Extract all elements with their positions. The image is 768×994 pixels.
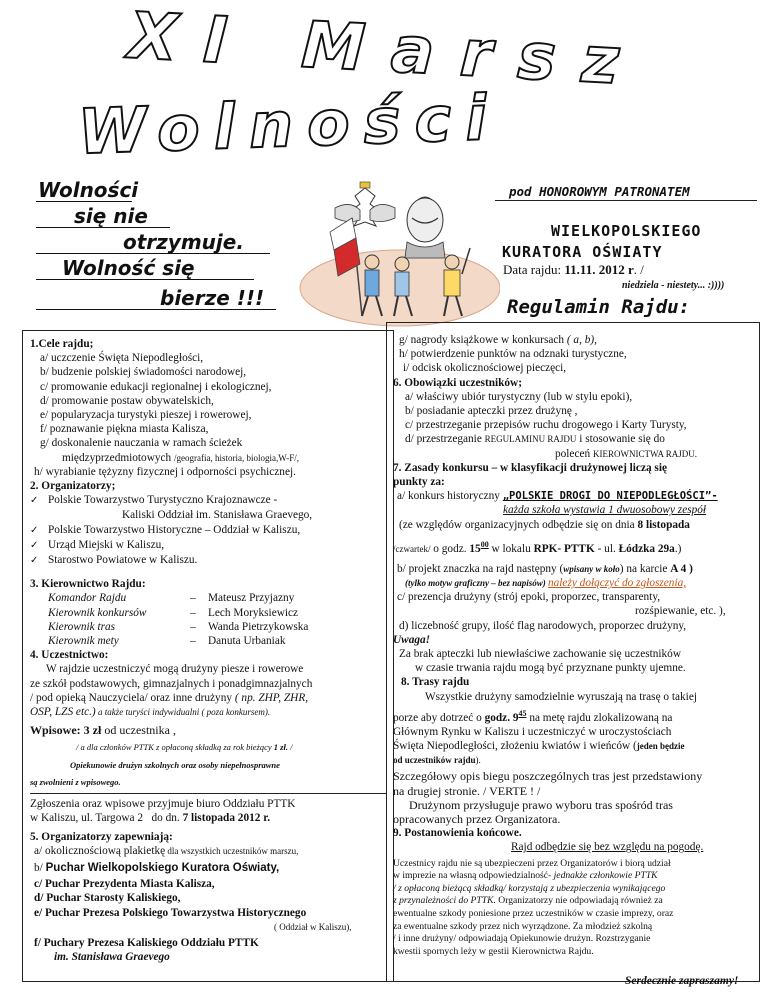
paragraph-line — [30, 811, 390, 825]
list-item: h/ wyrabianie tężyzny fizycznej i odporności psychicznej. — [34, 465, 296, 478]
list-item-text: b/ projekt znaczka na rajd następny ( — [397, 562, 564, 575]
list-item-text: należy dołączyć do zgłoszenia, — [548, 577, 687, 590]
paragraph-line: kwestii spornych leży w gestii Kierownictwa Rajdu. — [393, 945, 594, 957]
list-item-text: g/ nagrody książkowe w konkursach — [399, 334, 567, 346]
list-item-text: o godz. — [430, 542, 470, 555]
fee-suffix: od uczestnika , — [101, 723, 176, 738]
list-item-text: d/ przestrzeganie — [405, 433, 485, 446]
fee-label: Wpisowe — [30, 723, 77, 738]
contest-date: 8 listopada — [637, 518, 690, 531]
paragraph-line: opracowanych przez Organizatora. — [393, 812, 561, 827]
staff-role: Kierownik tras — [48, 620, 116, 633]
paragraph-text: w imprezie na własną odpowiedzialność- — [393, 870, 554, 882]
closing-line: Serdecznie zapraszamy! — [625, 975, 739, 988]
section-heading: 9. Postanowienia końcowe. — [393, 827, 522, 840]
motto-underline — [36, 253, 270, 254]
paragraph-text: z przynależności do PTTK. — [393, 895, 496, 907]
staff-dash: – — [190, 606, 196, 619]
patron-line-1: WIELKOPOLSKIEGO — [551, 222, 702, 240]
paragraph-text: jednakże członkowie PTTK — [553, 870, 658, 882]
paragraph-text: od uczestników rajdu — [393, 755, 476, 766]
fee-note: są zwolnieni z wpisowego. — [30, 776, 121, 787]
list-item: e/ popularyzacja turystyki pieszej i rowerowej, — [40, 409, 252, 422]
section-heading: punkty za: — [393, 476, 445, 489]
list-item-text: .) — [674, 542, 682, 555]
paragraph-line: Wszystkie drużyny samodzielnie wyruszają na trasę o takiej — [425, 690, 697, 703]
list-item — [393, 447, 755, 461]
section-heading: 7. Zasady konkursu – w klasyfikacji drużynowej liczą się — [393, 461, 667, 474]
paragraph-line — [30, 691, 390, 705]
list-item-text: ) na karcie — [619, 562, 671, 575]
staff-name: Danuta Urbaniak — [208, 635, 286, 648]
paragraph-line: ze szkół podstawowych, gimnazjalnych i ponadgimnazjalnych — [30, 677, 313, 690]
paragraph-line — [393, 870, 755, 883]
motto-line-1: Wolności — [38, 178, 139, 202]
list-item-text: Starostwo Powiatowe w Kaliszu. — [48, 554, 198, 567]
event-date — [503, 262, 644, 278]
staff-name: Wanda Pietrzykowska — [208, 620, 309, 633]
list-item-text: Puchar Wielkopolskiego Kuratora Oświaty, — [45, 861, 280, 874]
paragraph-text: ). — [475, 755, 481, 766]
list-item: g/ doskonalenie nauczania w ramach ścieżek — [40, 437, 243, 450]
event-title-line2: Wolności — [76, 80, 502, 169]
list-item: d/ promowanie postaw obywatelskich, — [40, 394, 214, 407]
list-item: c/ promowanie edukacji regionalnej i ekologicznej, — [40, 380, 272, 393]
section-heading: 8. Trasy rajdu — [401, 676, 470, 689]
list-item — [30, 538, 390, 553]
deadline-date: 7 listopada 2012 r. — [182, 812, 271, 825]
fee-note — [30, 740, 390, 754]
staff-name: Mateusz Przyjazny — [208, 592, 295, 605]
motto-underline — [36, 309, 276, 310]
list-item: a/ uczczenie Święta Niepodległości, — [40, 352, 204, 365]
paragraph-line: Za brak apteczki lub niewłaściwe zachowanie się uczestników — [399, 648, 681, 661]
motto-underline — [36, 279, 254, 280]
paragraph-line: w czasie trwania rajdu mogą być przyznane punkty ujemne. — [415, 662, 686, 675]
list-item: f/ poznawanie piękna miasta Kalisza, — [40, 423, 209, 436]
staff-role: Komandor Rajdu — [48, 592, 127, 605]
finish-time: godz. 9 — [484, 711, 519, 724]
list-item — [393, 432, 755, 446]
staff-dash: – — [190, 635, 196, 648]
list-item-text: międzyprzedmiotowych — [62, 451, 172, 464]
paragraph-text: OSP, LZS etc.) — [30, 706, 96, 719]
event-title-line1: XI Marsz — [126, 0, 647, 101]
paragraph-text: porze aby dotrzeć o — [393, 711, 485, 724]
final-provisions — [393, 858, 755, 959]
list-item: rozśpiewanie, etc. ), — [635, 605, 726, 618]
staff-row — [30, 634, 390, 648]
divider — [495, 200, 757, 201]
paragraph-line: / i inne drużyny/ odpowiadają Opiekunowie drużyn. Rozstrzyganie — [393, 933, 651, 945]
list-item-text: b/ — [34, 861, 46, 874]
list-item — [393, 333, 755, 347]
list-item — [30, 553, 390, 568]
right-column — [393, 333, 755, 989]
contest-time: 15 — [469, 542, 481, 555]
check-icon: ✓ — [30, 539, 39, 551]
paragraph-line: Drużynom przysługuje prawo wyboru tras spośród tras — [409, 797, 673, 812]
finish-time-minutes: 45 — [518, 708, 527, 718]
list-item — [30, 493, 390, 508]
check-icon: ✓ — [30, 555, 39, 567]
paragraph-line — [393, 739, 755, 753]
staff-dash: – — [190, 620, 196, 633]
list-item-text: ( a, b), — [566, 334, 597, 346]
motto-underline — [36, 227, 170, 228]
paragraph-text: do dn. — [151, 812, 183, 825]
list-item — [30, 523, 390, 538]
list-item: f/ Puchary Prezesa Kaliskiego Oddziału PTTK — [34, 936, 259, 949]
fee-note-text: / — [287, 742, 293, 753]
fee-note-value: 1 zł. — [273, 742, 288, 753]
list-item — [30, 861, 390, 875]
paragraph-line — [30, 705, 390, 719]
list-item-text: A 4 ) — [670, 562, 693, 575]
fee-value: : 3 zł — [76, 723, 102, 738]
rules-heading: Regulamin Rajdu: — [507, 296, 691, 318]
list-item: b/ budzenie polskiej świadomości narodowej, — [40, 366, 247, 379]
list-item — [30, 451, 390, 465]
motto-line-2: się nie — [74, 204, 148, 228]
list-item — [393, 489, 755, 503]
polish-eagle-emblem — [335, 182, 395, 226]
staff-row — [30, 620, 390, 634]
list-item: e/ Puchar Prezesa Polskiego Towarzystwa Historycznego — [34, 906, 307, 919]
list-item: Kaliski Oddział im. Stanisława Graevego, — [122, 509, 313, 522]
list-item: b/ posiadanie apteczki przez drużynę , — [405, 405, 578, 418]
patronage-label: pod HONOROWYM PATRONATEM — [509, 184, 690, 199]
paragraph-note: a także turyści indywidualni ( poza konkursem). — [95, 707, 271, 718]
list-item — [393, 562, 755, 576]
list-item — [393, 576, 755, 590]
paragraph-line — [393, 895, 755, 908]
list-item-text: Urząd Miejski w Kaliszu, — [48, 538, 165, 551]
list-item-text: a/ konkurs historyczny — [397, 490, 503, 503]
staff-role: Kierownik konkursów — [48, 606, 147, 619]
list-item-text: /czwartek/ — [393, 543, 431, 554]
fee-note: Opiekunowie drużyn szkolnych oraz osoby niepełnosprawne — [70, 759, 280, 770]
list-item: im. Stanisława Graevego — [54, 951, 170, 964]
paragraph-line: W rajdzie uczestniczyć mogą drużyny piesze i rowerowe — [46, 663, 304, 676]
list-item-text: (tylko motyw graficzny – bez napisów) — [405, 578, 548, 589]
paragraph-text: ( np. ZHP, ZHR, — [234, 691, 309, 704]
list-item-text: RPK- PTTK — [533, 542, 595, 555]
list-item-note: dla wszystkich uczestników marszu, — [165, 845, 299, 856]
list-item-text: w lokalu — [488, 542, 534, 555]
list-item-text: KIEROWNICTWA RAJDU. — [592, 448, 697, 459]
section-heading: 1.Cele rajdu; — [30, 338, 94, 350]
list-item-text: Polskie Towarzystwo Turystyczno Krajoznawcze - — [48, 494, 278, 507]
march-illustration — [290, 178, 500, 328]
motto-line-3: otrzymuje. — [123, 230, 244, 254]
event-date-label: Data rajdu: — [503, 262, 565, 277]
list-item-text: REGULAMINU RAJDU — [484, 434, 577, 445]
list-item-text: i stosowanie się do — [576, 433, 665, 446]
list-item: każda szkoła wystawia 1 dwuosobowy zespół — [503, 504, 707, 517]
paragraph-line — [393, 753, 755, 767]
paragraph-text: jeden będzie — [636, 741, 685, 752]
staff-dash: – — [190, 592, 196, 605]
list-item: d) liczebność grupy, ilość flag narodowych, proporzec drużyny, — [399, 619, 687, 632]
list-item — [30, 844, 390, 858]
check-icon: ✓ — [30, 495, 39, 507]
list-item — [393, 538, 755, 556]
list-item-text: - ul. — [594, 542, 619, 555]
list-item: c/ Puchar Prezydenta Miasta Kalisza, — [34, 878, 215, 891]
section-heading: 3. Kierownictwo Rajdu: — [30, 578, 146, 591]
list-item-text: wpisany w koło — [563, 563, 620, 574]
contest-title: „POLSKIE DROGI DO NIEPODLEGŁOŚCI”- — [502, 490, 718, 503]
list-item: a/ właściwy ubiór turystyczny (lub w stylu epoki), — [405, 390, 633, 403]
paragraph-text: / pod opieką Nauczyciela/ oraz inne drużyny — [30, 691, 235, 704]
paragraph-line: za ewentualne szkody przez nich wyrządzone. Za młodzież szkolną — [393, 920, 653, 932]
paragraph-line: / z opłaconą bieżącą składką/ korzystają z ubezpieczenia wynikającego — [393, 882, 666, 894]
staff-row — [30, 606, 390, 620]
divider — [30, 793, 386, 794]
left-column — [30, 337, 390, 964]
list-item-text: (ze względów organizacyjnych odbędzie się on dnia — [399, 518, 638, 531]
list-item-text: a/ okolicznościową plakietkę — [34, 844, 166, 857]
paragraph-line: Szczegółowy opis biegu poszczególnych tras jest przedstawiony — [393, 769, 703, 784]
list-item-text: poleceń — [555, 447, 593, 460]
paragraph-text: Organizatorzy nie odpowiadają również za — [495, 895, 663, 907]
motto-underline — [36, 201, 132, 202]
warning-heading: Uwaga! — [393, 633, 431, 646]
list-item: h/ potwierdzenie punktów na odznaki turystyczne, — [399, 348, 627, 361]
contest-time-minutes: 00 — [480, 539, 489, 549]
list-item: c/ przestrzeganie przepisów ruchu drogowego i Karty Turysty, — [405, 419, 687, 432]
portrait-drawing — [405, 197, 445, 258]
paragraph-line — [393, 707, 755, 725]
section-heading: 2. Organizatorzy; — [30, 480, 116, 493]
paragraph-line: ewentualne szkody poniesione przez uczestników w czasie imprezy, oraz — [393, 908, 674, 920]
fee-line — [30, 723, 390, 737]
staff-row — [30, 591, 390, 605]
staff-name: Lech Moryksiewicz — [208, 606, 299, 619]
patron-line-2: KURATORA OŚWIATY — [502, 243, 663, 261]
list-item-text: Polskie Towarzystwo Historyczne – Oddział w Kaliszu, — [48, 523, 301, 536]
date-note: niedziela - niestety... :)))) — [622, 280, 725, 291]
list-item — [393, 518, 755, 532]
staff-role: Kierownik mety — [48, 635, 119, 648]
paragraph-line: na drugiej stronie. / VERTE ! / — [393, 783, 541, 798]
event-date-value: 11.11. 2012 r — [564, 262, 634, 277]
paragraph-text: Święta Niepodległości, złożeniu kwiatów i wieńców ( — [393, 740, 637, 753]
list-item: c/ prezencja drużyny (strój epoki, proporzec, transparenty, — [397, 591, 661, 604]
list-item-note: ( Oddział w Kaliszu), — [274, 921, 352, 932]
section-heading: 6. Obowiązki uczestników; — [393, 376, 522, 389]
check-icon: ✓ — [30, 524, 39, 536]
section-heading: 5. Organizatorzy zapewniają: — [30, 830, 173, 843]
paragraph-text: w Kaliszu, ul. Targowa 2 — [30, 812, 143, 825]
section-heading: 4. Uczestnictwo: — [30, 649, 109, 662]
paragraph-line: Głównym Rynku w Kaliszu i uczestniczyć w uroczystościach — [393, 725, 672, 738]
paragraph-line: Uczestnicy rajdu nie są ubezpieczeni przez Organizatorów i biorą udział — [393, 857, 671, 869]
list-item: d/ Puchar Starosty Kaliskiego, — [34, 892, 181, 905]
paragraph-line: Rajd odbędzie się bez względu na pogodę. — [511, 841, 704, 854]
event-date-suffix: . / — [633, 262, 644, 277]
motto-line-5: bierze !!! — [160, 286, 265, 310]
list-item-note: /geografia, historia, biologia,W-F/, — [174, 452, 299, 463]
list-item: i/ odcisk okolicznościowej pieczęci, — [403, 362, 567, 375]
paragraph-text: na metę rajdu zlokalizowaną na — [526, 711, 673, 724]
motto-line-4: Wolność się — [62, 256, 195, 280]
paragraph-line: Zgłoszenia oraz wpisowe przyjmuje biuro Oddziału PTTK — [30, 798, 296, 811]
fee-note-text: / a dla członków PTTK z opłaconą składką za rok bieżący — [76, 742, 274, 753]
list-item-text: Łódzka 29a — [618, 542, 675, 555]
